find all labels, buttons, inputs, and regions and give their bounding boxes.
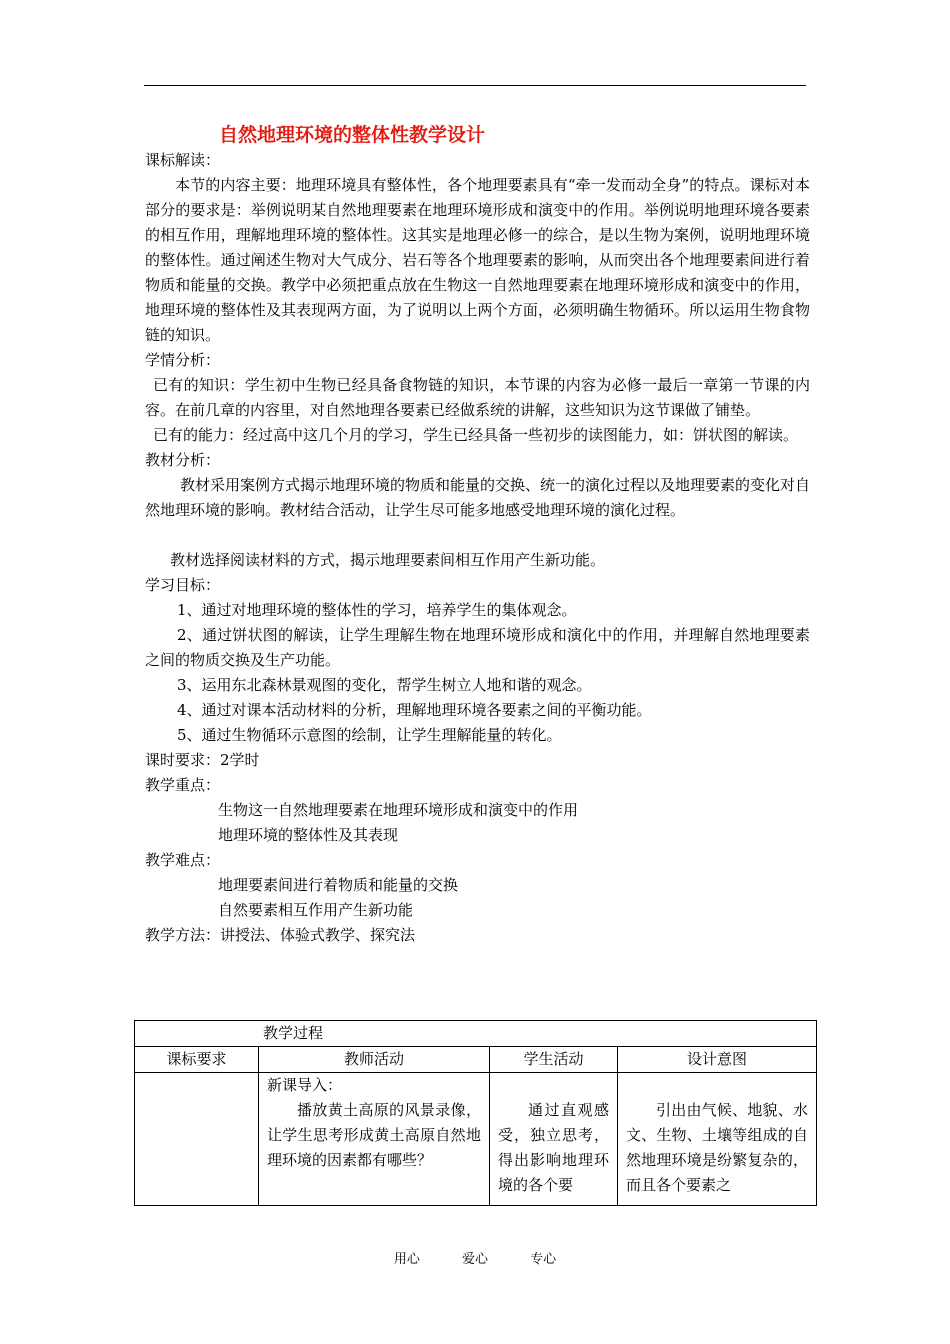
header-cell: 设计意图 [618,1047,817,1073]
paragraph-jiaocai-1: 教材采用案例方式揭示地理环境的物质和能量的交换、统一的演化过程以及地理要素的变化对自然地理环境的影响。教材结合活动，让学生尽可能多地感受地理环境的演化过程。 [145,476,811,519]
document-title: 自然地理环境的整体性教学设计 [219,124,486,146]
header-cell: 教师活动 [259,1047,490,1073]
key-point-item: 地理环境的整体性及其表现 [218,826,399,844]
table-cell-standard [135,1073,259,1206]
table-caption: 教学过程 [135,1021,817,1047]
objective-item: 1、通过对地理环境的整体性的学习，培养学生的集体观念。 [177,601,577,619]
teacher-activity-title: 新课导入： [267,1076,343,1094]
section-heading-xueqing: 学情分析： [145,351,221,369]
difficult-point-item: 地理要素间进行着物质和能量的交换 [218,876,459,894]
header-cell: 课标要求 [135,1047,259,1073]
objective-item: 2、通过饼状图的解读，让学生理解生物在地理环境形成和演化中的作用，并理解自然地理要素之间的物质交换及生产功能。 [145,626,810,669]
document-body [145,148,810,948]
teaching-methods: 教学方法：讲授法、体验式教学、探究法 [145,926,416,944]
class-hours: 课时要求：2学时 [145,751,260,769]
table-row [135,1073,817,1206]
paragraph-kebiao: 本节的内容主要：地理环境具有整体性，各个地理要素具有“牵一发而动全身”的特点。课标对本部分的要求是：举例说明某自然地理要素在地理环境形成和演变中的作用。举例说明地理环境各要素的相互作用，理解地理环境的整体性。这其实是地理必修一的综合，是以生物为案例，说明地理环境的整体性。通过阐述生物对大气成分、岩石等各个地理要素的影响，从而突出各个地理要素间进行着物质和能量的交换。教学中必须把重点放在生物这一自然地理要素在地理环境形成和演变中的作用，地理环境的整体性及其表现两方面，为了说明以上两个方面，必须明确生物循环。所以运用生物食物链的知识。 [145,176,810,344]
table-cell-intent [618,1073,817,1206]
header-rule [144,85,806,86]
section-heading-kebiao: 课标解读： [145,151,221,169]
paragraph-xueqing-knowledge: 已有的知识：学生初中生物已经具备食物链的知识，本节课的内容为必修一最后一章第一节课的内容。在前几章的内容里，对自然地理各要素已经做系统的讲解，这些知识为这节课做了铺垫。 [145,376,810,419]
design-intent: 引出由气候、地貌、水文、生物、土壤等组成的自然地理环境是纷繁复杂的，而且各个要素之 [626,1101,809,1194]
teacher-activity-body: 播放黄土高原的风景录像，让学生思考形成黄土高原自然地理环境的因素都有哪些？ [267,1101,481,1169]
section-heading-jiaocai: 教材分析： [145,451,221,469]
table-cell-teacher [259,1073,490,1206]
difficult-point-item: 自然要素相互作用产生新功能 [218,901,414,919]
header-cell: 学生活动 [490,1047,618,1073]
section-heading-zhongdian: 教学重点： [145,776,221,794]
table-header-row [135,1047,817,1073]
table-cell-student [490,1073,618,1206]
objective-item: 5、通过生物循环示意图的绘制，让学生理解能量的转化。 [177,726,562,744]
section-heading-mubiao: 学习目标： [145,576,221,594]
paragraph-jiaocai-2: 教材选择阅读材料的方式，揭示地理要素间相互作用产生新功能。 [170,551,606,569]
student-activity: 通过直观感受，独立思考，得出影响地理环境的各个要 [498,1101,609,1194]
blank-line [145,523,810,548]
paragraph-xueqing-ability: 已有的能力：经过高中这几个月的学习，学生已经具备一些初步的读图能力，如：饼状图的解读。 [153,426,799,444]
section-heading-nandian: 教学难点： [145,851,221,869]
key-point-item: 生物这一自然地理要素在地理环境形成和演变中的作用 [218,801,579,819]
footer-word: 爱心 [461,1252,488,1267]
objective-item: 3、运用东北森林景观图的变化，帮学生树立人地和谐的观念。 [177,676,592,694]
teaching-process-table [134,1020,817,1206]
page-footer [0,1248,950,1267]
footer-word: 用心 [393,1252,420,1267]
footer-word: 专心 [530,1252,557,1267]
objective-item: 4、通过对课本活动材料的分析，理解地理环境各要素之间的平衡功能。 [177,701,652,719]
